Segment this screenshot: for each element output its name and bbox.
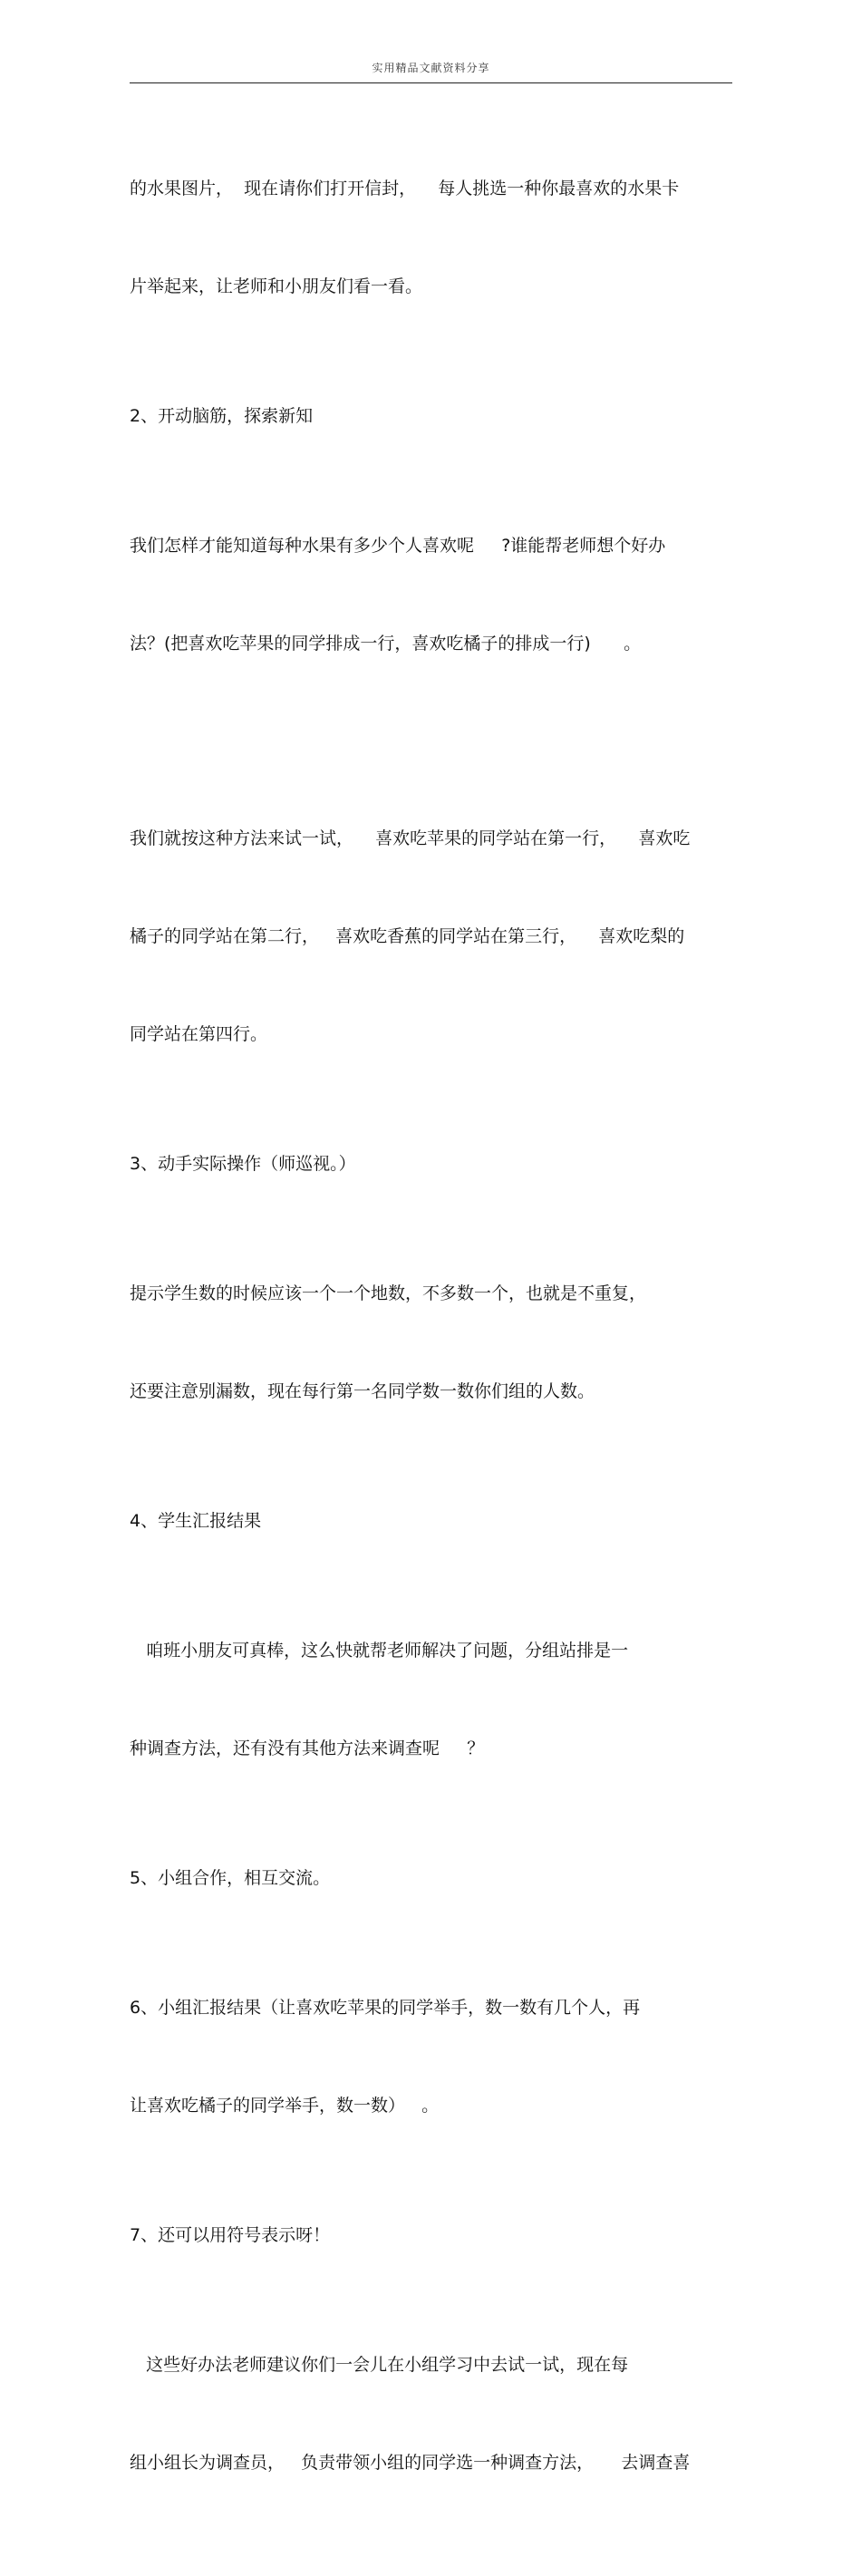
text-line: 我们怎样才能知道每种水果有多少个人喜欢呢 ?谁能帮老师想个好办 bbox=[130, 536, 666, 556]
text-line: 让喜欢吃橘子的同学举手，数一数） 。 bbox=[130, 2096, 440, 2116]
text-line: 我们就按这种方法来试一试， 喜欢吃苹果的同学站在第一行， 喜欢吃 bbox=[130, 828, 691, 848]
section-heading-5: 5、小组合作，相互交流。 bbox=[130, 1868, 331, 1888]
paragraph-how-to-know bbox=[130, 464, 732, 725]
document-body bbox=[130, 107, 732, 2576]
paragraph-suggestion bbox=[130, 2283, 732, 2544]
paragraph-fruit-cards bbox=[130, 107, 732, 368]
text-line: 橘子的同学站在第二行， 喜欢吃香蕉的同学站在第三行， 喜欢吃梨的 bbox=[130, 926, 685, 946]
paragraph-group-report bbox=[130, 1926, 732, 2187]
text-line: 同学站在第四行。 bbox=[130, 1024, 268, 1044]
text-line: 提示学生数的时候应该一个一个地数，不多数一个，也就是不重复， bbox=[130, 1283, 647, 1303]
text-line: 种调查方法，还有没有其他方法来调查呢 ？ bbox=[130, 1738, 485, 1758]
paragraph-praise bbox=[130, 1569, 732, 1830]
section-heading-7: 7、还可以用符号表示呀！ bbox=[130, 2225, 331, 2245]
text-line: 法？(把喜欢吃苹果的同学排成一行，喜欢吃橘子的排成一行) 。 bbox=[130, 634, 642, 654]
paragraph-counting-tips bbox=[130, 1212, 732, 1473]
section-heading-4: 4、学生汇报结果 bbox=[130, 1511, 262, 1531]
paragraph-try-method bbox=[130, 757, 732, 1116]
text-line: 6、小组汇报结果（让喜欢吃苹果的同学举手，数一数有几个人，再 bbox=[130, 1998, 641, 2018]
text-line: 组小组长为调查员， 负责带领小组的同学选一种调查方法， 去调查喜 bbox=[130, 2453, 691, 2473]
section-heading-3: 3、动手实际操作（师巡视。） bbox=[130, 1154, 356, 1174]
text-line: 这些好办法老师建议你们一会儿在小组学习中去试一试，现在每 bbox=[130, 2355, 629, 2375]
header-divider bbox=[130, 82, 732, 83]
section-heading-2: 2、开动脑筋，探索新知 bbox=[130, 406, 314, 426]
text-line: 咱班小朋友可真棒，这么快就帮老师解决了问题，分组站排是一 bbox=[130, 1641, 629, 1661]
text-line: 还要注意别漏数，现在每行第一名同学数一数你们组的人数。 bbox=[130, 1381, 595, 1401]
text-line: 的水果图片， 现在请你们打开信封， 每人挑选一种你最喜欢的水果卡 bbox=[130, 179, 680, 199]
page-header: 实用精品文献资料分享 bbox=[372, 62, 490, 74]
text-line: 片举起来，让老师和小朋友们看一看。 bbox=[130, 276, 423, 296]
